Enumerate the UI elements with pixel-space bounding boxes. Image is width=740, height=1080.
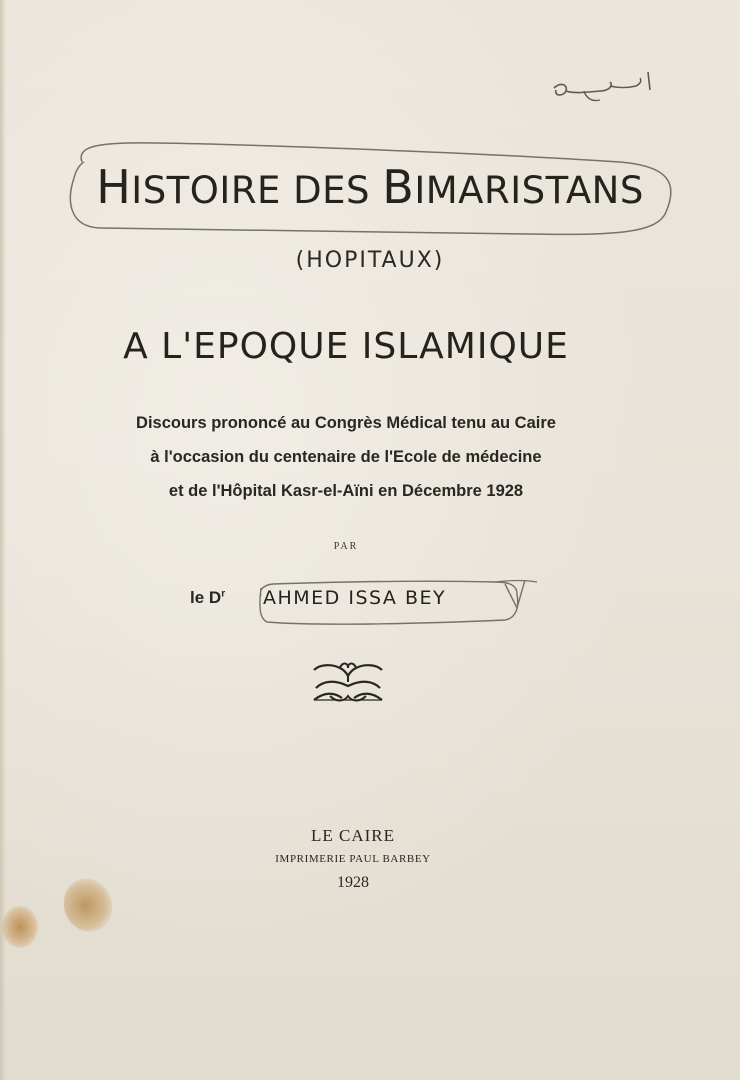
author-prefix-text: le D bbox=[190, 588, 222, 607]
description-line-1: Discours prononcé au Congrès Médical tenu au Caire bbox=[136, 414, 556, 432]
subtitle: (HOPITAUX) bbox=[295, 248, 445, 273]
title-text-part-1: ISTOIRE DES bbox=[131, 169, 383, 212]
author-prefix-superscript: r bbox=[221, 588, 226, 600]
publisher-city: LE CAIRE bbox=[310, 826, 396, 845]
par-label: PAR bbox=[333, 541, 359, 552]
description-line-3: et de l'Hôpital Kasr-el-Aïni en Décembre 1928 bbox=[168, 482, 524, 500]
author-name: AHMED ISSA BEY bbox=[263, 587, 447, 609]
title-block bbox=[60, 132, 680, 242]
title-initial-h: H bbox=[96, 160, 132, 214]
title-initial-b: B bbox=[382, 160, 415, 214]
publisher-printer: IMPRIMERIE PAUL BARBEY bbox=[275, 853, 431, 865]
author-block bbox=[255, 576, 540, 628]
author-prefix bbox=[190, 588, 225, 608]
foxing-stain bbox=[2, 906, 38, 948]
ornament-icon bbox=[310, 660, 386, 706]
handwritten-arabic-note bbox=[548, 64, 658, 108]
book-title bbox=[60, 160, 680, 214]
publication-year: 1928 bbox=[337, 874, 369, 891]
description-line-2: à l'occasion du centenaire de l'Ecole de médecine bbox=[150, 448, 542, 466]
heading: A L'EPOQUE ISLAMIQUE bbox=[123, 326, 569, 367]
publisher-block bbox=[0, 824, 706, 896]
description bbox=[0, 406, 692, 508]
title-text-part-2: IMARISTANS bbox=[414, 169, 644, 212]
